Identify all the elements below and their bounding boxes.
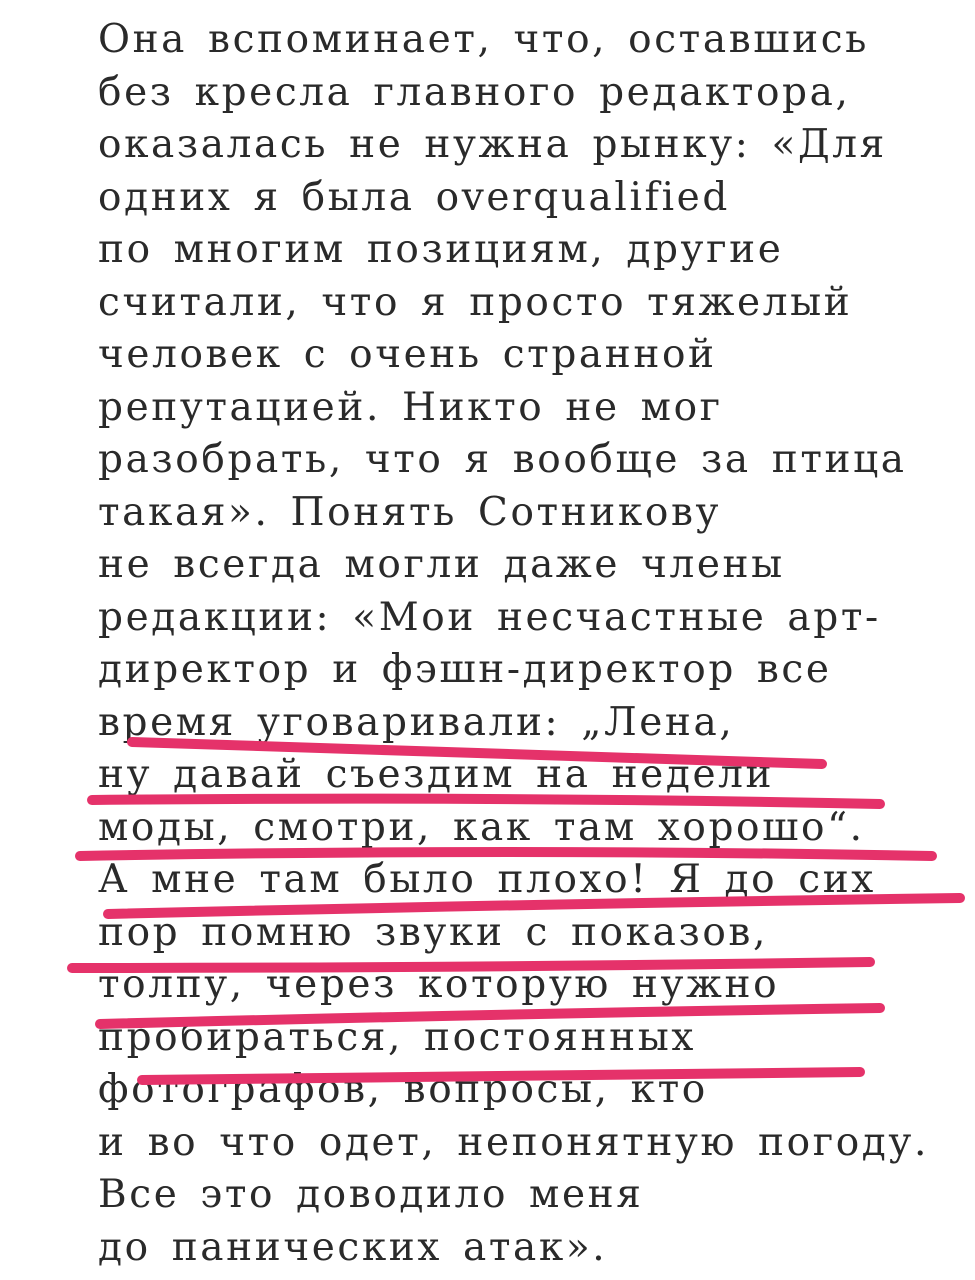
text-line: Все это доводило меня — [98, 1172, 644, 1217]
text-line: человек с очень странной — [98, 332, 717, 377]
text-line: и во что одет, непонятную погоду. — [98, 1119, 929, 1165]
text-line: директор и фэшн-директор все — [98, 647, 832, 692]
text-line: считали, что я просто тяжелый — [98, 279, 853, 325]
text-line: оказалась не нужна рынку: «Для — [98, 122, 887, 167]
text-line: такая». Понять Сотникову — [98, 489, 722, 535]
text-line: время уговаривали: „Лена, — [98, 699, 735, 745]
text-line: одних я была overqualified — [98, 174, 730, 220]
text-line: А мне там было плохо! Я до сих — [98, 857, 876, 902]
text-line: до панических атак». — [98, 1224, 608, 1270]
text-line: не всегда могли даже члены — [98, 542, 785, 587]
text-line: пробираться, постоянных — [98, 1014, 696, 1060]
text-line: моды, смотри, как там хорошо“. — [98, 804, 865, 850]
text-line: Она вспоминает, что, оставшись — [98, 17, 869, 62]
text-line: редакции: «Мои несчастные арт- — [98, 594, 881, 640]
text-line: фотографов, вопросы, кто — [98, 1067, 708, 1112]
quote-paragraph — [98, 14, 958, 1274]
text-line: толпу, через которую нужно — [98, 962, 780, 1007]
text-line: по многим позициям, другие — [98, 227, 784, 272]
text-line: ну давай съездим на недели — [98, 752, 775, 797]
text-line: репутацией. Никто не мог — [98, 384, 723, 430]
text-line: пор помню звуки с показов, — [98, 909, 768, 955]
text-line: разобрать, что я вообще за птица — [98, 437, 907, 482]
text-line: без кресла главного редактора, — [98, 69, 851, 115]
